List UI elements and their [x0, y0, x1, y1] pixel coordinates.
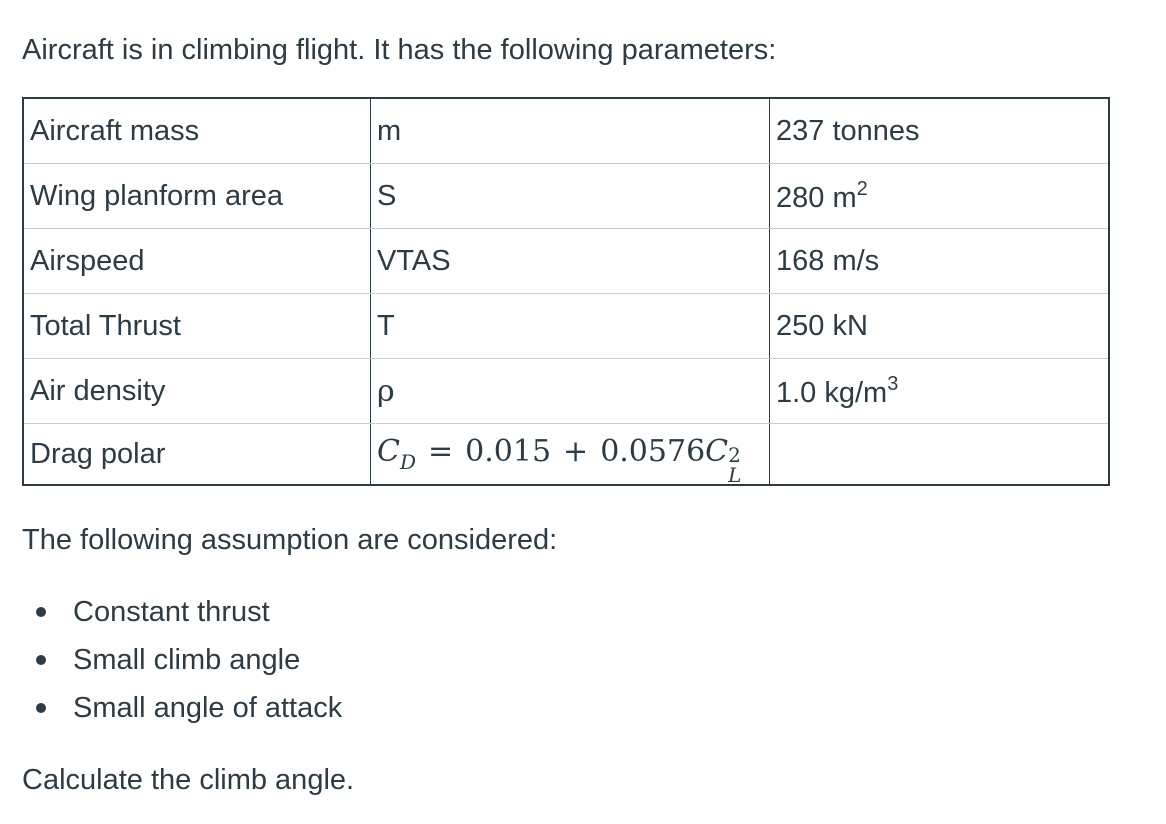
- value-text: 1.0 kg/m: [776, 376, 888, 409]
- formula-cl: C: [705, 434, 729, 469]
- value-exponent: 2: [856, 177, 868, 200]
- list-item: [22, 590, 342, 638]
- param-value: [770, 359, 1110, 424]
- param-value: 168 m/s: [770, 229, 1110, 294]
- list-item: [22, 638, 342, 686]
- table-row: [23, 424, 1109, 486]
- formula: [377, 434, 744, 487]
- formula-equals: =: [428, 434, 454, 469]
- param-name: Airspeed: [23, 229, 371, 294]
- table-row: [23, 98, 1109, 164]
- value-text: 280 m: [776, 181, 857, 214]
- param-symbol: m: [371, 98, 770, 164]
- table-row: [23, 229, 1109, 294]
- param-value: [770, 164, 1110, 229]
- table-row: [23, 359, 1109, 424]
- param-name: Wing planform area: [23, 164, 371, 229]
- bullet-icon: [36, 607, 46, 617]
- param-value: 237 tonnes: [770, 98, 1110, 164]
- table-row: [23, 294, 1109, 359]
- formula-plus: +: [563, 434, 589, 469]
- parameters-table: [22, 97, 1110, 486]
- rho-symbol: ρ: [377, 373, 395, 409]
- param-name: Total Thrust: [23, 294, 371, 359]
- formula-coefficient: 0.0576: [600, 434, 706, 469]
- intro-text: Aircraft is in climbing flight. It has the following parameters:: [22, 34, 777, 66]
- param-value: 250 kN: [770, 294, 1110, 359]
- formula-cd: C: [377, 434, 400, 469]
- list-item-text: Small angle of attack: [73, 692, 343, 724]
- formula-constant: 0.015: [465, 434, 552, 469]
- param-name: Aircraft mass: [23, 98, 371, 164]
- param-name: Drag polar: [23, 424, 371, 486]
- drag-polar-formula: [371, 424, 770, 486]
- param-symbol: S: [371, 164, 770, 229]
- formula-cd-subscript: D: [399, 450, 417, 474]
- list-item-text: Small climb angle: [73, 644, 301, 676]
- param-name: Air density: [23, 359, 371, 424]
- param-value: [770, 424, 1110, 486]
- param-symbol: VTAS: [371, 229, 770, 294]
- assumption-heading: The following assumption are considered:: [22, 524, 558, 556]
- list-item-text: Constant thrust: [73, 596, 270, 628]
- bullet-icon: [36, 655, 46, 665]
- table-row: [23, 164, 1109, 229]
- formula-cl-subscript: L: [728, 463, 742, 487]
- param-symbol: T: [371, 294, 770, 359]
- formula-cl-exponent: 2: [728, 443, 741, 467]
- value-exponent: 3: [887, 372, 899, 395]
- question-text: Calculate the climb angle.: [22, 764, 355, 796]
- bullet-icon: [36, 703, 46, 713]
- param-symbol: [371, 359, 770, 424]
- assumption-list: [22, 590, 342, 734]
- list-item: [22, 686, 342, 734]
